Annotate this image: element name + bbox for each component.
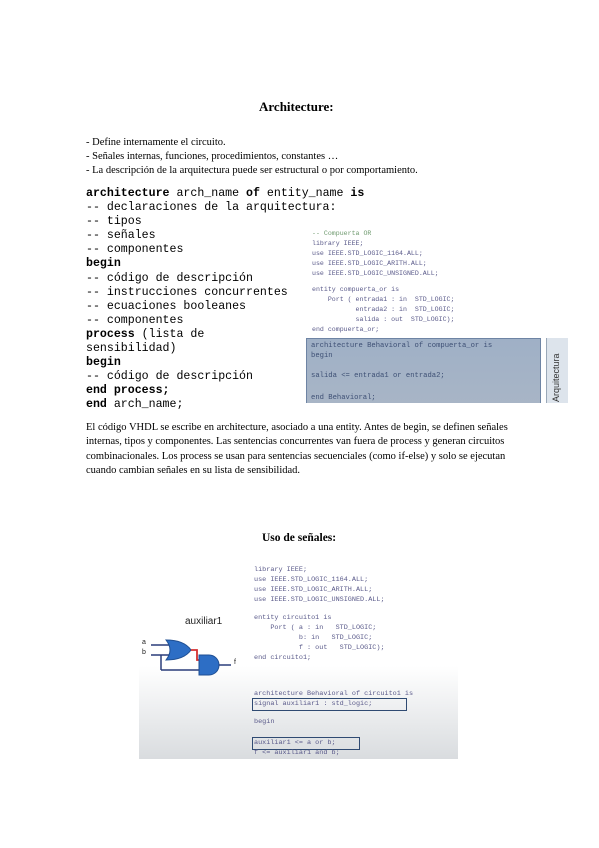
code-comment: -- componentes [86, 313, 184, 327]
bullet-item: - Señales internas, funciones, procedimientos, constantes … [86, 151, 339, 163]
code-line: end circuito1; [254, 654, 312, 662]
code-line: architecture Behavioral of circuito1 is [254, 690, 414, 698]
code-text: entity_name [259, 187, 351, 200]
architecture-highlight [306, 338, 541, 403]
code-text: arch_name; [106, 398, 184, 412]
code-line: use IEEE.STD_LOGIC_UNSIGNED.ALL; [312, 270, 439, 277]
code-line: begin [254, 718, 275, 726]
code-line: begin [311, 352, 333, 360]
section-subtitle: Uso de señales: [262, 532, 337, 544]
code-line: salida : out STD_LOGIC); [312, 316, 455, 323]
code-line: f <= auxiliar1 and b; [254, 749, 340, 757]
code-line: end Behavioral; [311, 394, 376, 402]
code-comment: -- instrucciones concurrentes [86, 285, 288, 299]
code-line: entity compuerta_or is [312, 286, 400, 293]
bullet-item: - La descripción de la arquitectura puede ser estructural o por comportamiento. [86, 165, 418, 177]
code-line: Port ( entrada1 : in STD_LOGIC; [312, 296, 455, 303]
code-comment: -- señales [86, 229, 156, 243]
code-line: signal auxiliar1 : std_logic; [254, 700, 373, 708]
and-gate-icon [199, 655, 219, 675]
bullet-item: - Define internamente el circuito. [86, 137, 226, 148]
keyword: begin [86, 356, 121, 370]
bullet-list [86, 136, 418, 179]
code-line: use IEEE.STD_LOGIC_ARITH.ALL; [312, 260, 427, 267]
keyword: is [350, 187, 365, 200]
signal-usage-screenshot [139, 552, 458, 759]
code-text: arch_name [169, 187, 247, 200]
keyword: process [86, 327, 135, 341]
code-line: end compuerta_or; [312, 326, 380, 333]
code-line: Port ( a : in STD_LOGIC; [254, 624, 377, 632]
code-line: f : out STD_LOGIC); [254, 644, 385, 652]
code-comment: -- ecuaciones booleanes [86, 299, 247, 313]
code-line: -- Compuerta OR [312, 230, 372, 237]
code-line: use IEEE.STD_LOGIC_1164.ALL; [254, 576, 369, 584]
keyword: begin [86, 257, 121, 271]
vhdl-editor-screenshot [306, 226, 568, 403]
keyword: end process; [86, 384, 170, 398]
code-line: entrada2 : in STD_LOGIC; [312, 306, 455, 313]
input-label-a: a [142, 639, 146, 646]
keyword: end [86, 398, 107, 412]
code-text: (lista de [134, 327, 205, 341]
code-line: library IEEE; [312, 240, 364, 247]
code-line: b: in STD_LOGIC; [254, 634, 373, 642]
code-line: auxiliar1 <= a or b; [254, 739, 336, 747]
code-line: architecture Behavioral of compuerta_or is [311, 342, 493, 350]
code-line: salida <= entrada1 or entrada2; [311, 372, 445, 380]
code-comment: -- componentes [86, 243, 184, 257]
code-line: use IEEE.STD_LOGIC_UNSIGNED.ALL; [254, 596, 385, 604]
keyword: of [246, 187, 260, 200]
code-line: library IEEE; [254, 566, 308, 574]
or-gate-icon [166, 640, 191, 660]
signal-label: auxiliar1 [185, 616, 223, 627]
keyword: architecture [86, 187, 170, 200]
arquitectura-tab: Arquitectura [546, 338, 568, 403]
description-paragraph: El código VHDL se escribe en architecture, asociado a una entity. Antes de begin, se definen señales internas, tipos y componentes. Las sentencias concurrentes van fuera de process y generan circuitos combinacionales. Los process se usan para sentencias secuenciales (como if-else) y solo se ejecutan cuando cambian señales en su lista de sensibilidad. [86, 422, 508, 476]
code-comment: -- código de descripción [86, 370, 253, 384]
code-line: entity circuito1 is [254, 614, 332, 622]
code-comment: -- declaraciones de la arquitectura: [86, 201, 337, 215]
code-comment: -- tipos [86, 215, 142, 229]
page-title: Architecture: [259, 99, 334, 114]
code-line: use IEEE.STD_LOGIC_ARITH.ALL; [254, 586, 373, 594]
output-label-f: f [234, 659, 236, 666]
code-line: use IEEE.STD_LOGIC_1164.ALL; [312, 250, 423, 257]
code-comment: -- código de descripción [86, 271, 253, 285]
input-label-b: b [142, 649, 146, 656]
code-text: sensibilidad) [86, 342, 177, 356]
